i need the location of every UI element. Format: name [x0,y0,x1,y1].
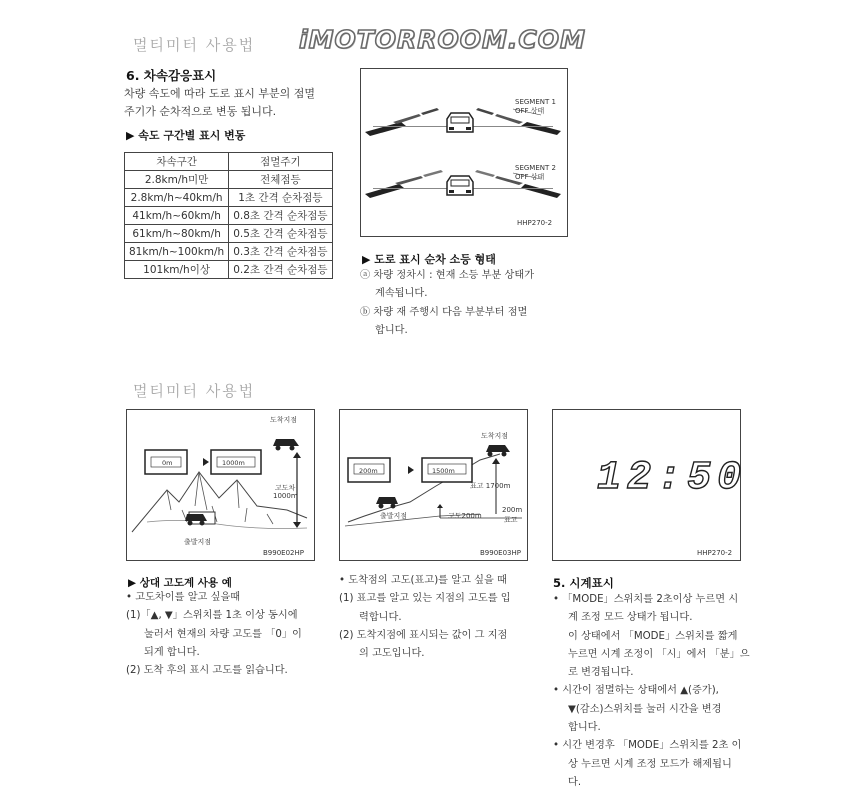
table-cell: 전체점등 [229,171,332,189]
section-header: 멀티미터 사용법 [133,382,256,400]
subheading: ▶ 속도 구간별 표시 변동 [126,129,246,142]
segment1-state: OFF 상태 [515,107,545,115]
figure-code: B990E03HP [480,549,521,557]
note-line: 계속됩니다. [375,288,428,300]
table-cell: 61km/h~80km/h [125,225,229,243]
usage-example-1 [126,589,302,680]
text-line: 력합니다. [359,611,402,623]
table-cell: 41km/h~60km/h [125,207,229,225]
altitude-value: 1000m [273,492,298,500]
text-line: (2) 도착지점에 표시되는 값이 그 지점 [339,629,508,641]
text-line: 누르면 시계 조정이 「시」에서 「분」으 [568,648,750,660]
elevation-label: 표고 [504,516,518,524]
text-line: 의 고도입니다. [359,648,425,660]
dest-label: 도착지점 [270,416,298,424]
text-line: ▼(감소)스위치를 눌러 시간을 변경 [568,703,722,715]
altimeter-figure-1 [126,409,315,561]
text-line: • 시간이 점멸하는 상태에서 ▲(증가), [553,685,719,697]
start-label: 출발지점 [184,538,212,546]
text-line: • 시간 변경후 「MODE」스위치를 2초 이 [553,740,742,752]
text-line: 계 조정 모드 상태가 됩니다. [568,612,693,624]
text-line: 상 누르면 시계 조정 모드가 해제됩니 [568,758,732,770]
table-row [125,207,333,225]
section-header: 멀티미터 사용법 [133,36,256,54]
text-line: • 고도차이를 알고 싶을때 [126,592,241,603]
section-title: 5. 시계표시 [553,576,614,590]
figure-code: HHP270-2 [517,219,553,227]
segment2-label: SEGMENT 2 [515,164,556,172]
text-line: (2) 도착 후의 표시 고도를 읽습니다. [126,665,288,677]
table-header-cell: 차속구간 [125,153,229,171]
table-cell: 2.8km/h미만 [125,171,229,189]
clock-display: 12:50 [597,456,748,501]
table-cell: 101km/h이상 [125,261,229,279]
segment1-label: SEGMENT 1 [515,98,556,106]
text-line: • 도착점의 고도(표고)를 알고 싶을 때 [339,575,507,586]
section-desc-2: 주기가 순차적으로 변동 됩니다. [124,105,277,118]
figure-code: B990E02HP [263,549,304,557]
table-row [125,189,333,207]
road-illustration [361,69,567,236]
table-header-cell: 점멸주기 [229,153,332,171]
clock-figure [552,409,748,561]
table-cell: 1초 간격 순차점등 [229,189,332,207]
table-cell: 0.2초 간격 순차점등 [229,261,332,279]
text-line: 로 변경됩니다. [568,667,634,679]
start-altitude: 고도200m [448,512,482,520]
display-value: 1500m [432,467,455,475]
speed-table [124,152,333,279]
text-line: 합니다. [568,722,601,734]
table-cell: 0.3초 간격 순차점등 [229,243,332,261]
dest-label: 도착지점 [481,432,509,440]
display-value: 0m [162,459,173,467]
table-row [125,243,333,261]
table-cell: 0.5초 간격 순차점등 [229,225,332,243]
table-cell: 2.8km/h~40km/h [125,189,229,207]
road-display-figure [360,68,568,237]
table-header-row [125,153,333,171]
elevation-value: 200m [502,506,523,514]
section-desc-1: 차량 속도에 따라 도로 표시 부분의 점멸 [124,87,315,100]
text-line: 눌러서 현재의 차량 고도를 「0」이 [144,628,302,640]
altitude-label: 고도차 [275,484,296,492]
text-line: • 「MODE」스위치를 2초이상 누르면 시 [553,594,739,605]
text-line: (1) 표고를 알고 있는 지점의 고도를 입 [339,593,511,605]
note-line: ⓐ 차량 정차시 : 현재 소등 부분 상태가 [360,270,535,281]
segment2-state: OFF 상태 [515,173,545,181]
table-cell: 81km/h~100km/h [125,243,229,261]
start-label: 출발지점 [380,512,408,520]
table-row [125,261,333,279]
table-cell: 0.8초 간격 순차점등 [229,207,332,225]
text-line: (1)「▲, ▼」스위치를 1초 이상 동시에 [126,610,298,622]
usage-example-2 [339,572,511,663]
display-value: 1000m [222,459,245,467]
road-notes [360,267,534,340]
note-line: ⓑ 차량 재 주행시 다음 부분부터 점멸 [360,306,528,318]
subheading: ▶ 상대 고도계 사용 예 [128,577,232,589]
note-line: 합니다. [375,324,408,336]
dest-elevation: 표고 1700m [470,482,511,490]
subheading: ▶ 도로 표시 순차 소등 형태 [362,253,496,266]
figure-code: HHP270-2 [697,549,733,557]
table-row [125,171,333,189]
display-value: 200m [359,467,378,475]
text-line: 이 상태에서 「MODE」스위치를 짧게 [568,630,738,642]
brand-watermark: iMOTORROOM.COM [299,25,586,54]
table-row [125,225,333,243]
section-title: 6. 차속감응표시 [126,68,217,83]
clock-instructions [553,591,750,792]
altimeter-figure-2 [339,409,528,561]
text-line: 되게 합니다. [144,646,200,658]
text-line: 다. [568,776,582,788]
